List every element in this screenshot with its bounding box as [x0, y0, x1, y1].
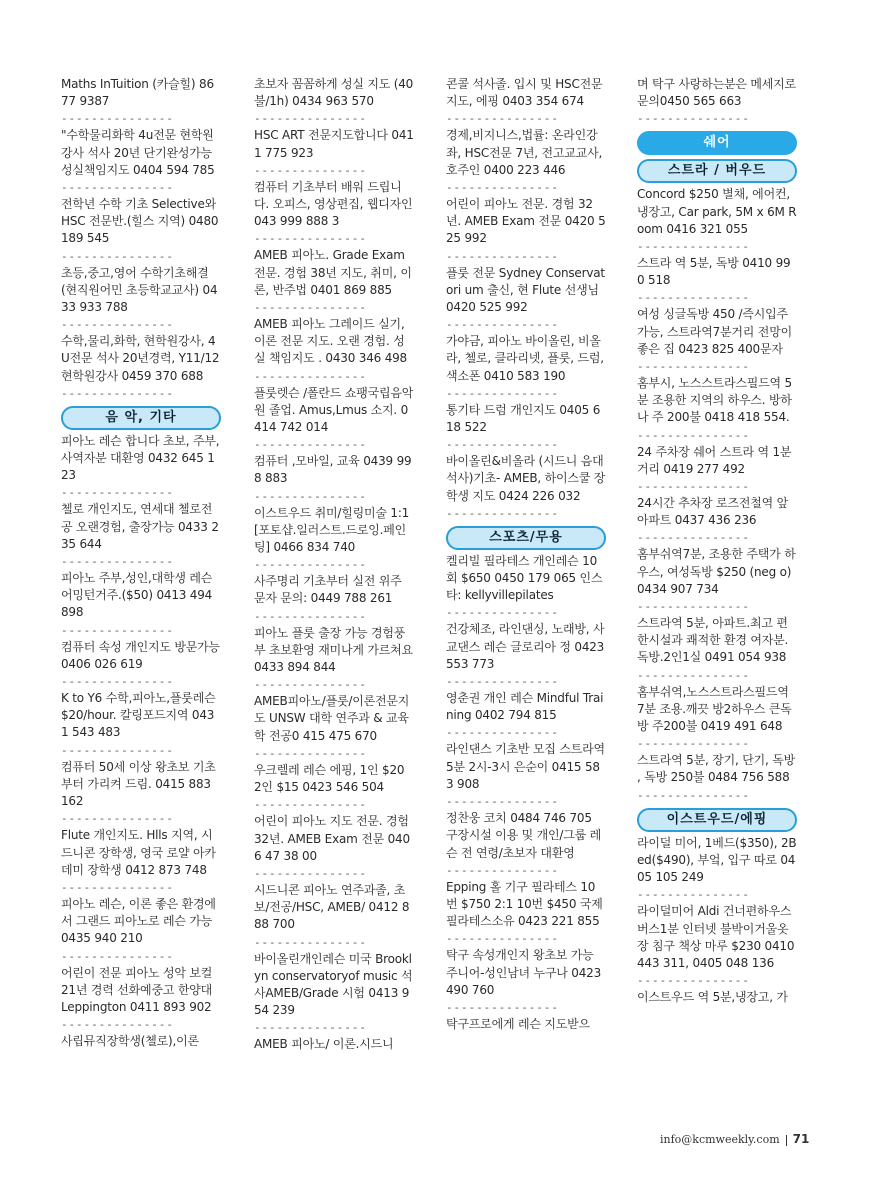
page-footer: [660, 1132, 809, 1146]
classified-entry: HSC ART 전문지도합니다 0411 775 923: [254, 128, 414, 160]
classified-entry: AMEB 피아노 그레이드 실기, 이론 전문 지도. 오랜 경험. 성실 책임지도 . 0430 346 498: [254, 317, 407, 366]
entry-separator: ---------------: [61, 181, 174, 195]
footer-divider: [786, 1135, 787, 1146]
classified-entry: "수학물리화학 4u전문 현학원강사 석사 20년 단기완성가능 성실책임지도 0404 594 785: [61, 128, 215, 177]
entry-separator: ---------------: [637, 888, 750, 902]
classified-entry: 영춘권 개인 레슨 Mindful Training 0402 794 815: [446, 691, 604, 723]
entry-separator: ---------------: [61, 812, 174, 826]
entry-separator: ---------------: [254, 112, 367, 126]
classified-entry: 피아노 플룻 출장 가능 경험풍부 초보환영 재미나게 가르쳐요 0433 894 844: [254, 625, 413, 675]
classified-entry: 사주명리 기초부터 실전 위주 문자 문의: 0449 788 261: [254, 574, 402, 606]
entry-separator: ---------------: [254, 935, 367, 949]
entry-separator: ---------------: [254, 798, 367, 812]
section-heading: 음 악, 기타: [61, 406, 221, 430]
classified-entry: 경제,비지니스,법률: 온라인강좌, HSC전문 7년, 전고교교사, 호주인 0400 223 446: [446, 128, 603, 177]
entry-separator: ---------------: [254, 163, 367, 177]
classified-entry: 라이덜미어 Aldi 건너편하우스 버스1분 인터넷 불박이거울옷장 침구 책상 마루 $230 0410 443 311, 0405 048 136: [637, 904, 795, 970]
entry-separator: ---------------: [61, 112, 174, 126]
entry-separator: ---------------: [254, 678, 367, 692]
entry-separator: ---------------: [61, 1018, 174, 1032]
entry-separator: ---------------: [637, 531, 750, 545]
classified-entry: 수학,물리,화학, 현학원강사, 4U전문 석사 20년경력, Y11/12현학원강사 0459 370 688: [61, 334, 220, 383]
classified-entry: 스트라 역 5분, 독방 0410 990 518: [637, 256, 791, 288]
classified-entry: 홈부시, 노스스트라스필드역 5분 조용한 지역의 하우스. 방하나 주 200불 0418 418 554.: [637, 376, 792, 425]
entry-separator: ---------------: [61, 486, 174, 500]
classified-entry: 컴퓨터 속성 개인지도 방문가능 0406 026 619: [61, 639, 220, 671]
page-number: 71: [792, 1132, 810, 1146]
classified-entry: 가야금, 피아노 바이올린, 비올라, 첼로, 클라리넷, 플룻, 드럼, 색소폰 0410 583 190: [446, 334, 604, 383]
entry-separator: ---------------: [637, 428, 750, 442]
entry-separator: ---------------: [61, 318, 174, 332]
classified-entry: 플룻렛슨 /폴란드 쇼팽국립음악원 졸업. Amus,Lmus 소지. 0414 742 014: [254, 385, 414, 435]
classified-entry: 컴퓨터 기초부터 배워 드립니다. 오피스, 영상편집, 웹디자인 043 999 888 3: [254, 179, 413, 229]
classified-entry: 24 주차장 쉐어 스트라 역 1분거리 0419 277 492: [637, 444, 792, 476]
classified-entry: 사립뮤직장학생(첼로),이론: [61, 1034, 199, 1049]
entry-separator: ---------------: [637, 974, 750, 988]
entry-separator: ---------------: [637, 668, 750, 682]
entry-separator: ---------------: [254, 866, 367, 880]
entry-separator: ---------------: [637, 112, 750, 126]
entry-separator: ---------------: [446, 386, 559, 400]
classified-entry: 어린이 피아노 지도 전문. 경험 32년. AMEB Exam 전문 0406 47 38 00: [254, 814, 410, 863]
classified-entry: 스트라역 5분, 아파트.최고 편한시설과 쾌적한 환경 여자분.독방.2인1실 0491 054 938: [637, 616, 789, 665]
classified-entry: 어린이 전문 피아노 성악 보컬 21년 경력 선화예중고 한양대 Leppington 0411 893 902: [61, 965, 213, 1014]
entry-separator: ---------------: [637, 291, 750, 305]
entry-separator: ---------------: [446, 675, 559, 689]
entry-separator: ---------------: [446, 181, 559, 195]
classified-entry: 초보자 꼼꼼하게 성실 지도 (40불/1h) 0434 963 570: [254, 77, 414, 109]
section-heading: 스포츠/무용: [446, 526, 606, 550]
classified-entry: 피아노 레슨 합니다 초보, 주부, 사역자분 대환영 0432 645 123: [61, 433, 220, 483]
entry-separator: ---------------: [446, 438, 559, 452]
entry-separator: ---------------: [254, 301, 367, 315]
classified-entry: 여성 싱글독방 450 /즉시입주가능, 스트라역7분거리 전망이 좋은 집 0423 825 400문자: [637, 307, 792, 356]
classified-entry: 홈부쉬역7분, 조용한 주택가 하우스, 여성독방 $250 (neg o) 0434 907 734: [637, 547, 796, 596]
entry-separator: ---------------: [61, 386, 174, 400]
classified-entry: 며 탁구 사랑하는분은 메세지로 문의0450 565 663: [637, 77, 796, 109]
classified-entry: 이스트우드 역 5분,냉장고, 가: [637, 990, 788, 1005]
classified-entry: 정찬웅 코치 0484 746 705 구장시설 이용 및 개인/그룹 레슨 전 연령/초보자 대환영: [446, 811, 602, 860]
section-heading: 이스트우드/에핑: [637, 808, 797, 832]
classified-column-3: [446, 76, 606, 1033]
classified-entry: 24시간 추차장 로즈전철역 앞 아파트 0437 436 236: [637, 496, 789, 528]
entry-separator: ---------------: [446, 506, 559, 520]
entry-separator: ---------------: [446, 795, 559, 809]
classified-entry: 어린이 피아노 전문. 경험 32년. AMEB Exam 전문 0420 525 992: [446, 197, 606, 246]
classified-entry: 플룻 전문 Sydney Conservatori um 출신, 현 Flute 선생님 0420 525 992: [446, 265, 605, 315]
classified-entry: AMEB 피아노/ 이론.시드니: [254, 1037, 394, 1052]
classified-entry: 컴퓨터 50세 이상 왕초보 기초부터 가리켜 드림. 0415 883 162: [61, 759, 216, 809]
classified-entry: 라이덜 미어, 1베드($350), 2Bed($490), 부엌, 입구 따로 0405 105 249: [637, 835, 797, 885]
entry-separator: ---------------: [446, 863, 559, 877]
classified-entry: K to Y6 수학,피아노,플룻레슨 $20/hour. 칼링포드지역 0431 543 483: [61, 691, 216, 740]
entry-separator: ---------------: [446, 318, 559, 332]
entry-separator: ---------------: [637, 480, 750, 494]
entry-separator: ---------------: [254, 558, 367, 572]
classified-entry: 통기타 드럼 개인지도 0405 618 522: [446, 402, 601, 435]
classified-entry: Maths InTuition (카슬힐) 8677 9387: [61, 77, 214, 109]
entry-separator: ---------------: [61, 880, 174, 894]
entry-separator: ---------------: [446, 606, 559, 620]
entry-separator: ---------------: [254, 489, 367, 503]
entry-separator: ---------------: [61, 249, 174, 263]
classified-entry: 켈리빌 필라테스 개인레슨 10회 $650 0450 179 065 인스타: kellyvillepilates: [446, 553, 603, 603]
entry-separator: ---------------: [254, 1021, 367, 1035]
classified-entry: 시드니콘 피아노 연주과졸, 초보/전공/HSC, AMEB/ 0412 888 700: [254, 882, 410, 932]
entry-separator: ---------------: [254, 232, 367, 246]
classified-entry: 건강체조, 라인댄싱, 노래방, 사교댄스 레슨 글로리아 정 0423 553 773: [446, 622, 605, 671]
entry-separator: ---------------: [61, 675, 174, 689]
entry-separator: ---------------: [61, 949, 174, 963]
classified-entry: 스트라역 5분, 장기, 단기, 독방 , 독방 250불 0484 756 588: [637, 753, 796, 785]
section-heading: 스트라 / 버우드: [637, 159, 797, 183]
classified-entry: 바이올린개인레슨 미국 Brooklyn conservatoryof music 석사AMEB/Grade 시험 0413 954 239: [254, 951, 413, 1018]
classified-entry: 탁구 속성개인지 왕초보 가능 주니어-성인남녀 누구나 0423 490 760: [446, 948, 602, 997]
classified-entry: Concord $250 별채, 에어컨, 냉장고, Car park, 5M x 6M Room 0416 321 055: [637, 187, 797, 236]
entry-separator: ---------------: [637, 600, 750, 614]
classified-entry: 첼로 개인지도, 연세대 첼로전공 오랜경험, 출장가능 0433 235 644: [61, 502, 219, 551]
classified-column-4: [637, 76, 797, 1006]
classified-entry: Flute 개인지도. Hlls 지역, 시드니콘 장학생, 영국 로얄 아카데미 장학생 0412 873 748: [61, 828, 216, 877]
entry-separator: ---------------: [254, 609, 367, 623]
classified-entry: 콘콜 석사졸. 입시 및 HSC전문지도, 에핑 0403 354 674: [446, 77, 603, 109]
entry-separator: ---------------: [446, 249, 559, 263]
classified-entry: 이스트우드 취미/힐링미술 1:1[포토샵.일러스트.드로잉.페인팅] 0466 834 740: [254, 505, 410, 555]
entry-separator: ---------------: [446, 1000, 559, 1014]
entry-separator: ---------------: [637, 737, 750, 751]
entry-separator: ---------------: [446, 932, 559, 946]
footer-email: info@kcmweekly.com: [660, 1133, 780, 1146]
entry-separator: ---------------: [254, 746, 367, 760]
entry-separator: ---------------: [637, 788, 750, 802]
classified-column-1: [61, 76, 221, 1050]
classified-entry: Epping 홀 기구 필라테스 10번 $750 2:1 10번 $450 국제필라테스소유 0423 221 855: [446, 879, 603, 929]
classified-column-2: [254, 76, 414, 1054]
classified-entry: 탁구프로에게 레슨 지도받으: [446, 1016, 590, 1031]
classified-entry: 컴퓨터 ,모바일, 교육 0439 998 883: [254, 454, 412, 486]
classified-entry: 초등,중고,영어 수학기초해결(현직원어민 초등학교교사) 0433 933 788: [61, 265, 218, 315]
entry-separator: ---------------: [637, 360, 750, 374]
section-heading: 쉐어: [637, 131, 797, 155]
classified-entry: AMEB 피아노. Grade Exam 전문. 경험 38년 지도, 취미, 이론, 반주법 0401 869 885: [254, 248, 412, 297]
entry-separator: ---------------: [61, 555, 174, 569]
classified-entry: 피아노 주부,성인,대학생 레슨어밍턴거주.($50) 0413 494 898: [61, 571, 213, 620]
classified-entry: AMEB피아노/플룻/이론전문지도 UNSW 대학 연주과 & 교육학 전공0 415 475 670: [254, 694, 410, 743]
entry-separator: ---------------: [254, 369, 367, 383]
entry-separator: ---------------: [446, 726, 559, 740]
entry-separator: ---------------: [446, 112, 559, 126]
entry-separator: ---------------: [61, 623, 174, 637]
entry-separator: ---------------: [254, 438, 367, 452]
classified-entry: 우크렐레 레슨 에핑, 1인 $20 2인 $15 0423 546 504: [254, 762, 405, 795]
classified-entry: 라인댄스 기초반 모집 스트라역 5분 2시-3시 은순이 0415 583 908: [446, 742, 605, 791]
classified-entry: 바이올린&비올라 (시드니 음대 석사)기초- AMEB, 하이스쿨 장학생 지도 0424 226 032: [446, 454, 606, 503]
classified-entry: 홈부쉬역,노스스트라스필드역 7분 조용.깨끗 방2하우스 큰독방 주200불 0419 491 648: [637, 684, 792, 734]
classified-entry: 피아노 레슨, 이론 좋은 환경에서 그랜드 피아노로 레슨 가능 0435 940 210: [61, 896, 216, 946]
classified-entry: 전학년 수학 기초 Selective와 HSC 전문반.(힐스 지역) 0480 189 545: [61, 197, 219, 246]
entry-separator: ---------------: [61, 743, 174, 757]
entry-separator: ---------------: [637, 240, 750, 254]
